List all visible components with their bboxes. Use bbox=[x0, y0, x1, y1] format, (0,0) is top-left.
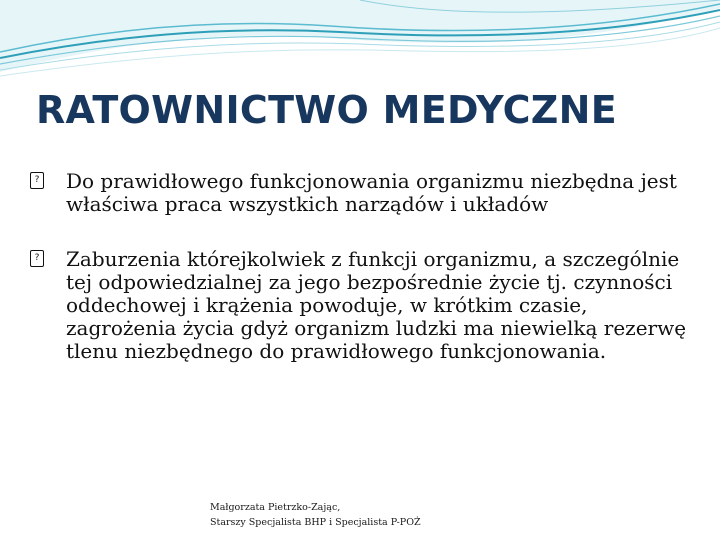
bullet-list bbox=[30, 170, 690, 363]
footer-author: Małgorzata Pietrzko-Zając, bbox=[210, 502, 341, 513]
bullet-marker-icon: ? bbox=[30, 172, 44, 189]
slide-title: RATOWNICTWO MEDYCZNE bbox=[36, 88, 617, 132]
bullet-text: Do prawidłowego funkcjonowania organizmu niezbędna jest właściwa praca wszystkich narządów i układów bbox=[66, 169, 677, 216]
bullet-text: Zaburzenia którejkolwiek z funkcji organizmu, a szczególnie tej odpowiedzialnej za jego bezpośrednie życie tj. czynności oddechowej i krążenia powoduje, w krótkim czasie, zagrożenia życia gdyż organizm ludzki ma niewielką rezerwę tlenu niezbędnego do prawidłowego funkcjonowania. bbox=[66, 247, 687, 363]
bullet-marker-icon: ? bbox=[30, 250, 44, 267]
footer-role: Starszy Specjalista BHP i Specjalista P-POŻ bbox=[210, 517, 421, 528]
decorative-wave-header bbox=[0, 0, 720, 90]
bullet-item bbox=[30, 170, 690, 216]
bullet-item bbox=[30, 248, 690, 363]
footer-credits bbox=[210, 500, 421, 530]
